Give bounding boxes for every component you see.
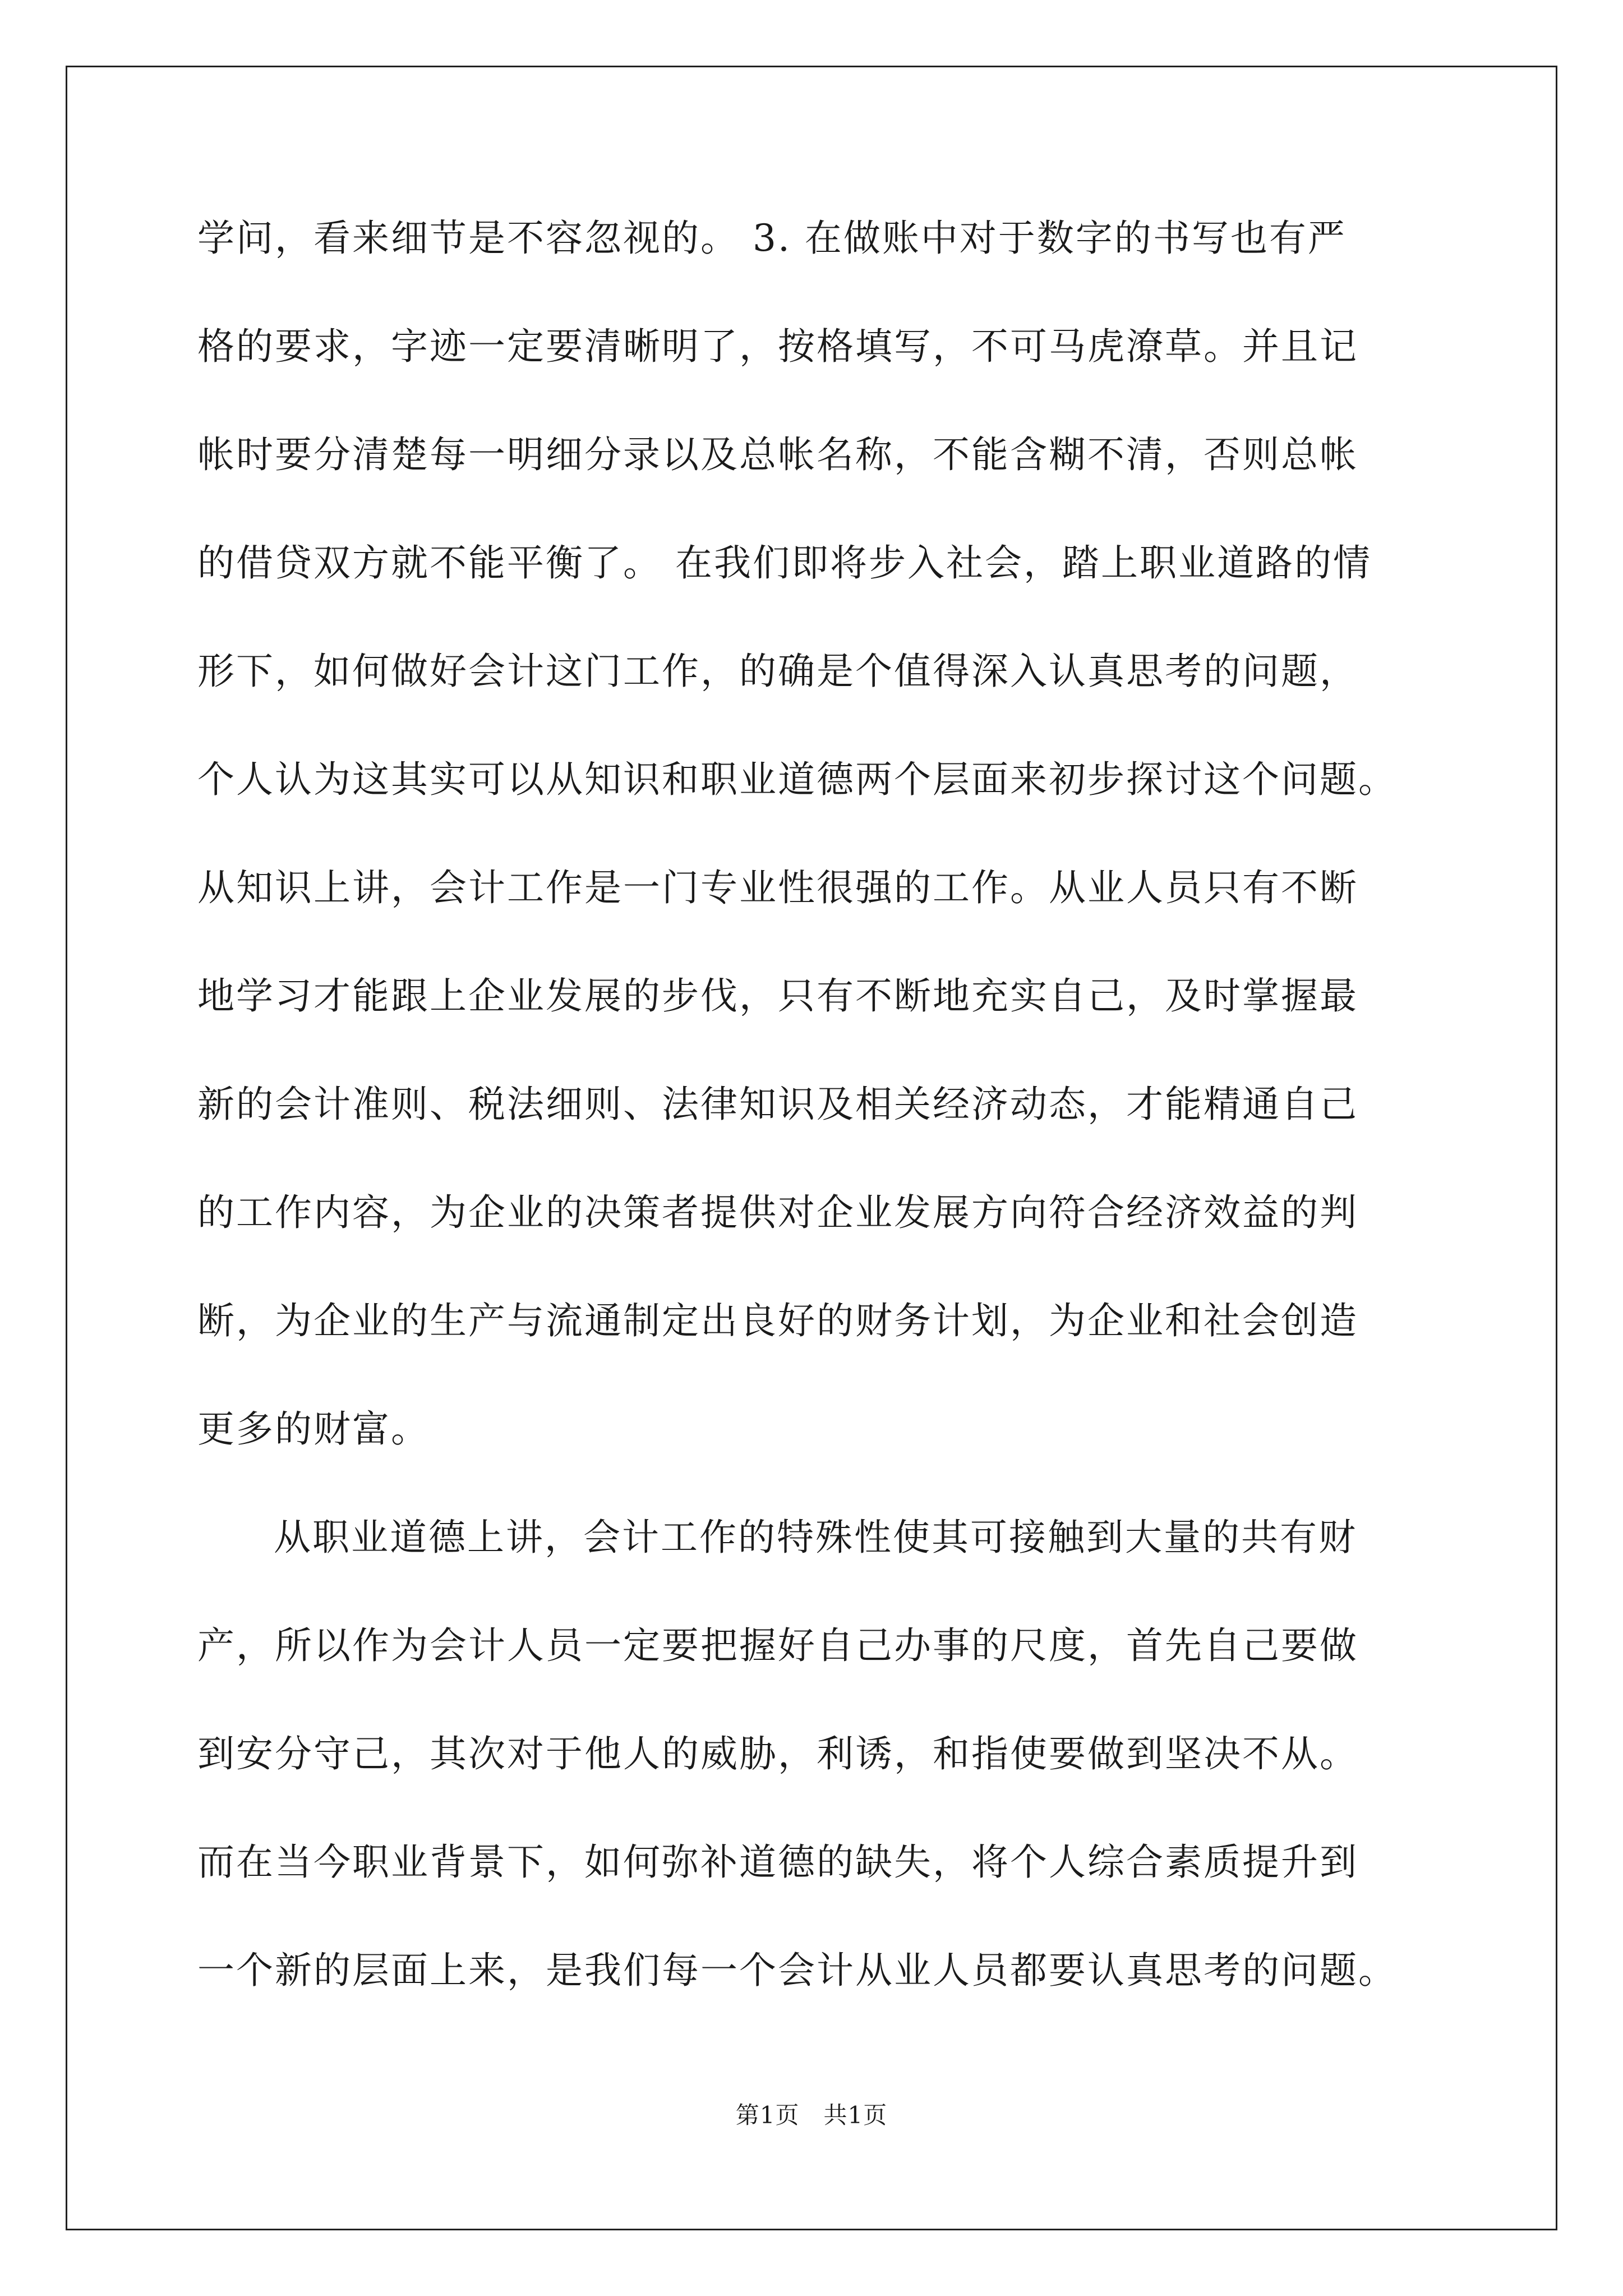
text-line: 一个新的层面上来，是我们每一个会计从业人员都要认真思考的问题。 <box>197 1949 1397 1992</box>
page-number-footer: 第1页 共1页 <box>735 2101 888 2129</box>
text-line: 到安分守己，其次对于他人的威胁，利诱，和指使要做到坚决不从。 <box>197 1732 1358 1775</box>
text-line: 产，所以作为会计人员一定要把握好自己办事的尺度，首先自己要做 <box>197 1624 1358 1667</box>
text-line: 更多的财富。 <box>197 1407 430 1451</box>
text-line: 而在当今职业背景下，如何弥补道德的缺失，将个人综合素质提升到 <box>197 1841 1358 1884</box>
text-line: 格的要求，字迹一定要清晰明了，按格填写，不可马虎潦草。并且记 <box>197 325 1358 368</box>
text-line-indented: 从职业道德上讲，会计工作的特殊性使其可接触到大量的共有财 <box>274 1516 1357 1559</box>
text-line: 学问，看来细节是不容忽视的。 3. 在做账中对于数字的书写也有严 <box>197 217 1347 260</box>
text-line: 的借贷双方就不能平衡了。 在我们即将步入社会，踏上职业道路的情 <box>197 541 1372 585</box>
text-line: 从知识上讲，会计工作是一门专业性很强的工作。从业人员只有不断 <box>197 866 1358 909</box>
text-line: 新的会计准则、税法细则、法律知识及相关经济动态，才能精通自己 <box>197 1083 1358 1126</box>
text-line: 个人认为这其实可以从知识和职业道德两个层面来初步探讨这个问题。 <box>197 758 1397 801</box>
text-line: 地学习才能跟上企业发展的步伐，只有不断地充实自己，及时掌握最 <box>197 974 1358 1018</box>
text-line: 形下，如何做好会计这门工作，的确是个值得深入认真思考的问题， <box>197 650 1358 693</box>
document-body <box>197 213 1454 2054</box>
text-line: 帐时要分清楚每一明细分录以及总帐名称，不能含糊不清，否则总帐 <box>197 433 1358 476</box>
text-line: 断，为企业的生产与流通制定出良好的财务计划，为企业和社会创造 <box>197 1299 1358 1342</box>
text-line: 的工作内容，为企业的决策者提供对企业发展方向符合经济效益的判 <box>197 1191 1358 1234</box>
